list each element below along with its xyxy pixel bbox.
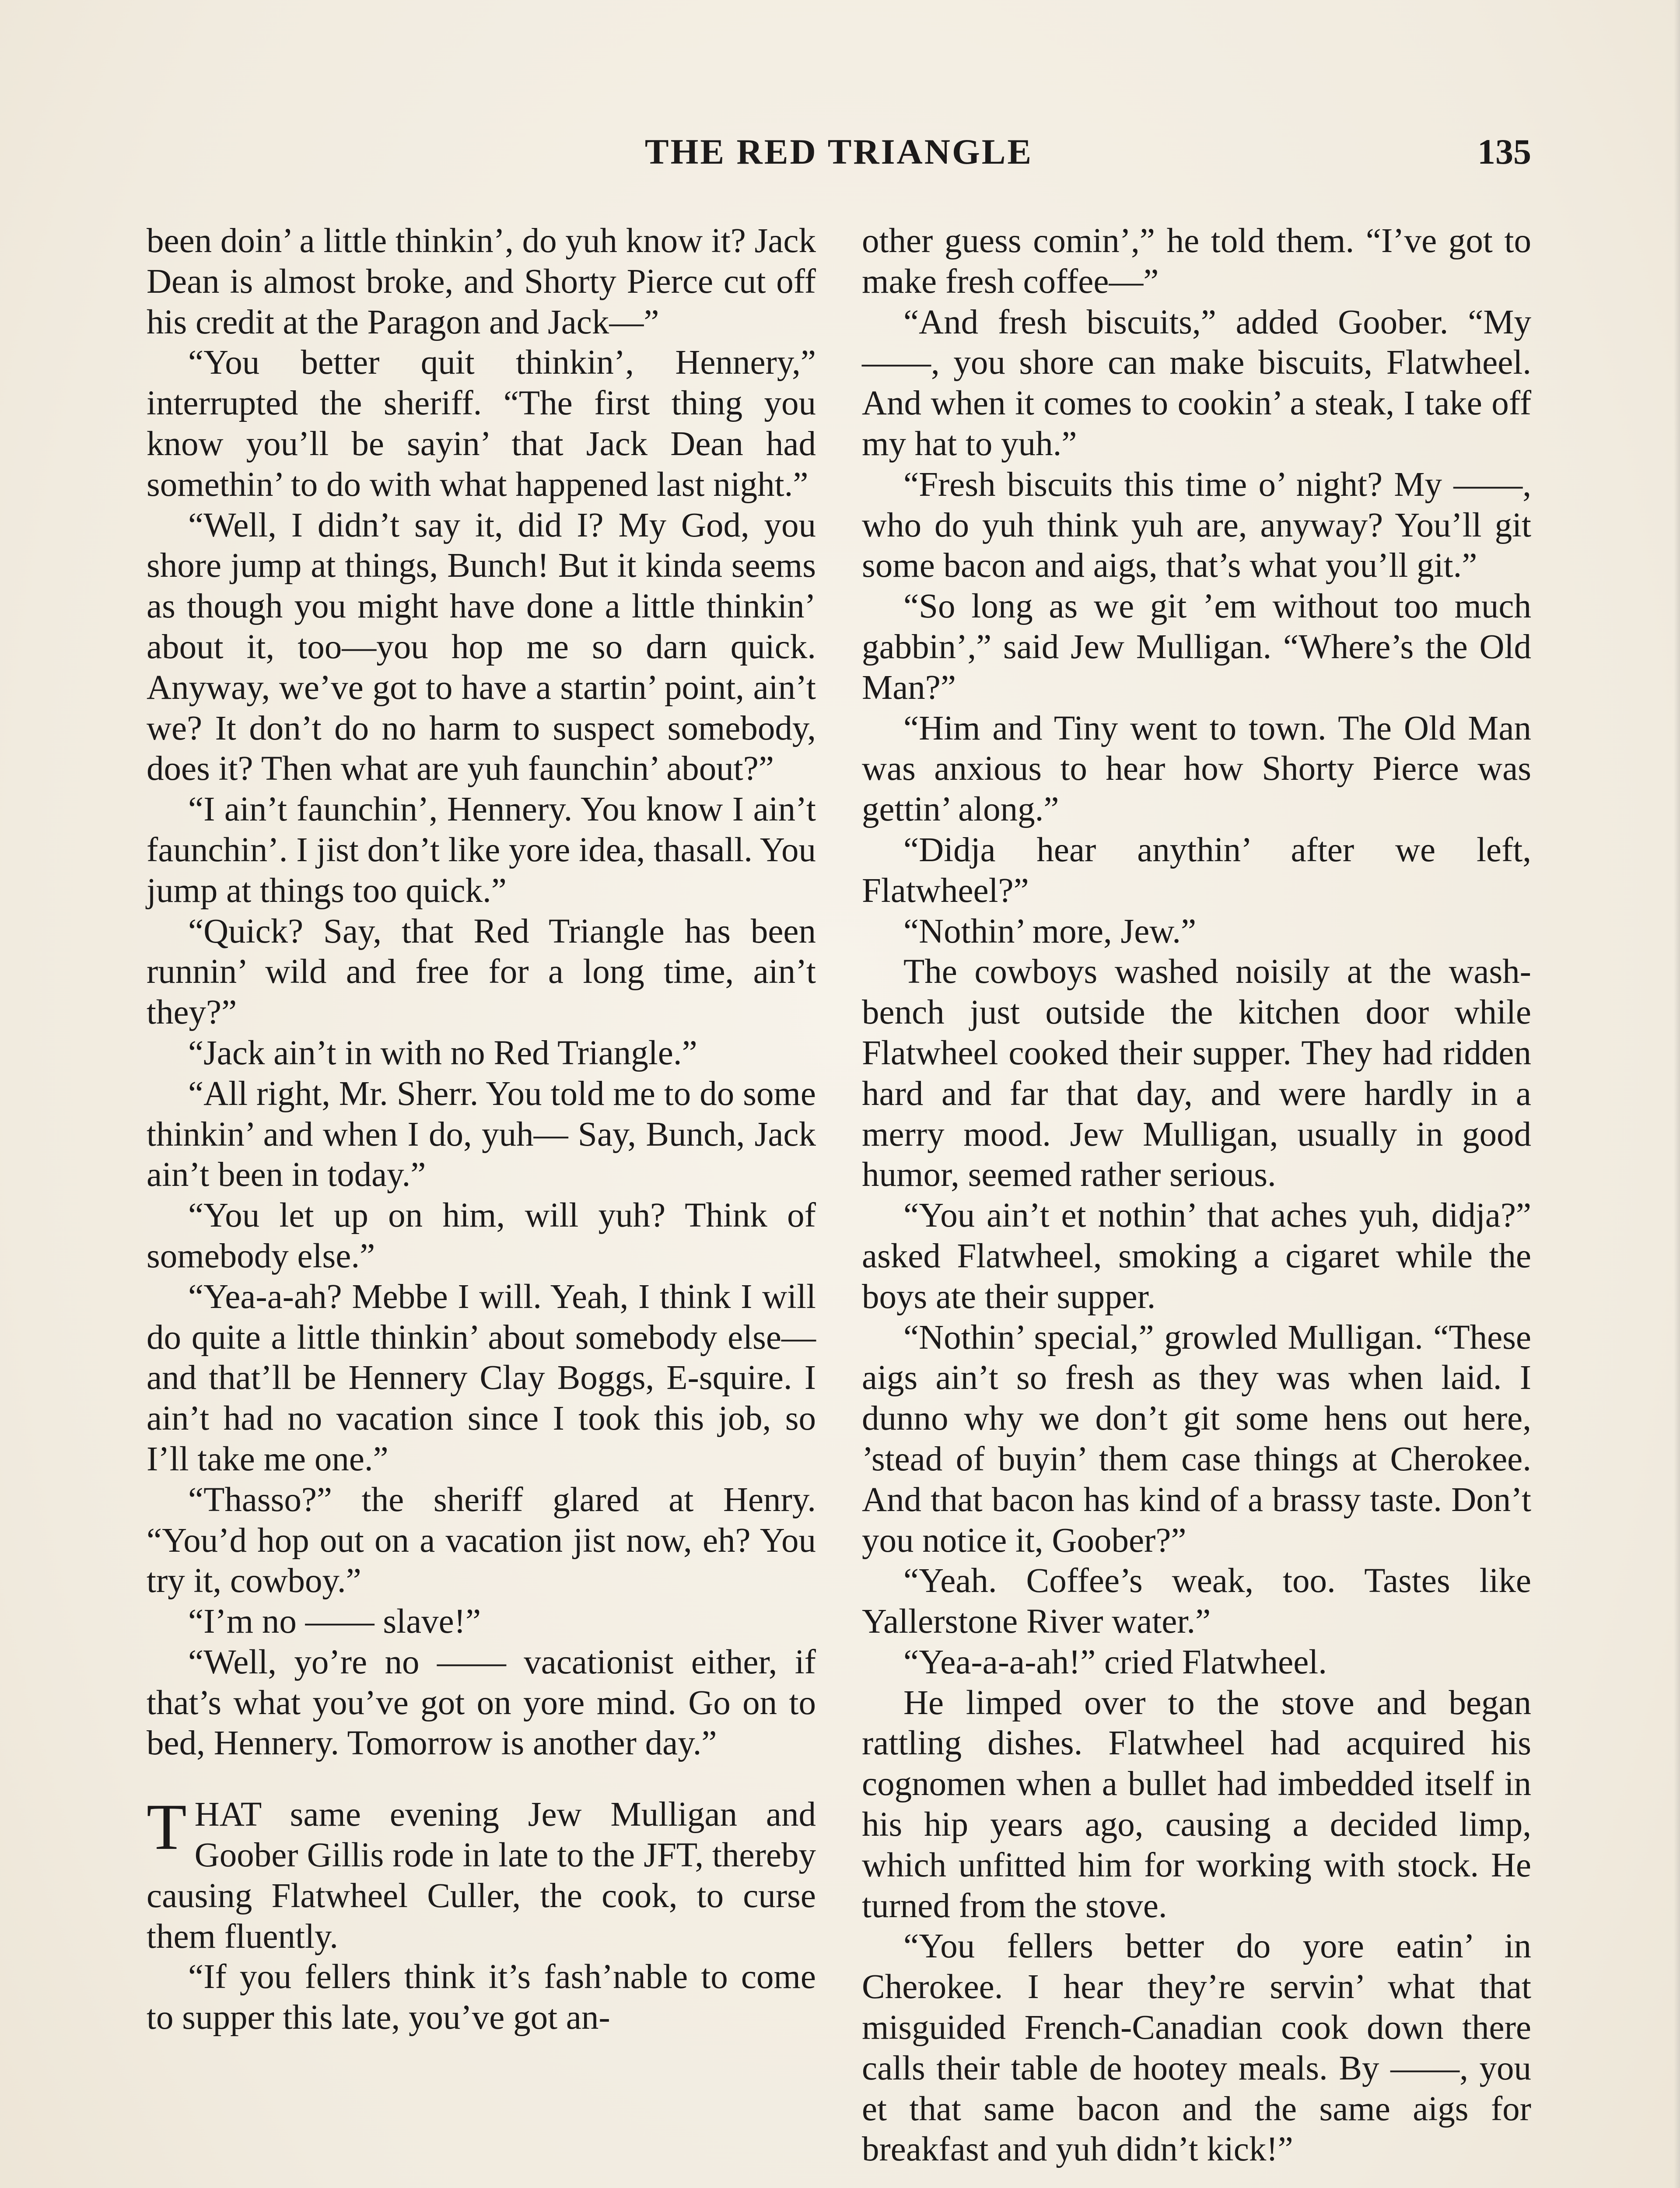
paragraph: “Fresh biscuits this time o’ night? My ——, who do yuh think yuh are, anyway? You’ll git some bacon and aigs, that’s what you’ll git.” <box>862 465 1531 585</box>
paragraph: “Jack ain’t in with no Red Triangle.” <box>188 1034 697 1072</box>
paragraph: “Didja hear anythin’ after we left, Flatwheel?” <box>862 831 1531 910</box>
paragraph: “Him and Tiny went to town. The Old Man was anxious to hear how Shorty Pierce was gettin’ along.” <box>862 709 1531 829</box>
paragraph: The cowboys washed noisily at the wash-bench just outside the kitchen door while Flatwheel cooked their supper. They had ridden hard and far that day, and were hardly in a merry mood. Jew Mulligan, usually in good humor, seemed rather serious. <box>862 953 1531 1194</box>
right-column <box>862 221 1531 2170</box>
paragraph: “I ain’t faunchin’, Hennery. You know I ain’t faunchin’. I jist don’t like yore idea, thasall. You jump at things too quick.” <box>147 790 816 910</box>
paragraph: “Yea-a-a-ah!” cried Flatwheel. <box>903 1643 1327 1681</box>
running-title: THE RED TRIANGLE <box>644 132 1033 172</box>
paragraph: “Nothin’ more, Jew.” <box>903 912 1197 950</box>
paragraph: “You fellers better do yore eatin’ in Cherokee. I hear they’re servin’ what that misguided French-Canadian cook down there calls their table de hootey meals. By ——, you et that same bacon and the same aigs for breakfast and yuh didn’t kick!” <box>862 1927 1531 2169</box>
paragraph: “So long as we git ’em without too much gabbin’,” said Jew Mulligan. “Where’s the Old Man?” <box>862 587 1531 707</box>
paragraph: been doin’ a little thinkin’, do yuh know it? Jack Dean is almost broke, and Shorty Pierce cut off his credit at the Paragon and Jack—” <box>147 222 816 341</box>
section-opening-text: HAT same evening Jew Mulligan and Goober Gillis rode in late to the JFT, thereby causing Flatwheel Culler, the cook, to curse them fluently. <box>147 1795 816 1956</box>
paragraph: “Quick? Say, that Red Triangle has been runnin’ wild and free for a long time, ain’t they?” <box>147 912 816 1032</box>
page-number: 135 <box>1477 132 1531 172</box>
paragraph: “Yea-a-ah? Mebbe I will. Yeah, I think I will do quite a little thinkin’ about somebody else—and that’ll be Hennery Clay Boggs, E-squire. I ain’t had no vacation since I took this job, so I’ll take me one.” <box>147 1277 816 1478</box>
paragraph: “Well, I didn’t say it, did I? My God, you shore jump at things, Bunch! But it kinda seems as though you might have done a little thinkin’ about it, too—you hop me so darn quick. Anyway, we’ve got to have a startin’ point, ain’t we? It don’t do no harm to suspect somebody, does it? Then what are yuh faunchin’ about?” <box>147 506 816 788</box>
left-column <box>147 221 816 2038</box>
paragraph: “Nothin’ special,” growled Mulligan. “These aigs ain’t so fresh as they was when laid. I dunno why we don’t git some hens out here, ’stead of buyin’ them case things at Cherokee. And that bacon has kind of a brassy taste. Don’t you notice it, Goober?” <box>862 1318 1531 1560</box>
paragraph: “If you fellers think it’s fash’nable to come to supper this late, you’ve got an- <box>147 1958 816 2037</box>
paragraph: “All right, Mr. Sherr. You told me to do some thinkin’ and when I do, yuh— Say, Bunch, Jack ain’t been in today.” <box>147 1074 816 1194</box>
paragraph: He limped over to the stove and began rattling dishes. Flatwheel had acquired his cognomen when a bullet had imbedded itself in his hip years ago, causing a decided limp, which unfitted him for working with stock. He turned from the stove. <box>862 1683 1531 1925</box>
paragraph: “You let up on him, will yuh? Think of somebody else.” <box>147 1196 816 1275</box>
paragraph: other guess comin’,” he told them. “I’ve got to make fresh coffee—” <box>862 222 1531 301</box>
paragraph: “And fresh biscuits,” added Goober. “My ——, you shore can make biscuits, Flatwheel. And when it comes to cookin’ a steak, I take off my hat to yuh.” <box>862 303 1531 463</box>
paragraph: “Yeah. Coffee’s weak, too. Tastes like Yallerstone River water.” <box>862 1562 1531 1641</box>
section-opening-paragraph <box>147 1791 816 1957</box>
paragraph: “You ain’t et nothin’ that aches yuh, didja?” asked Flatwheel, smoking a cigaret while the boys ate their supper. <box>862 1196 1531 1316</box>
paragraph: “I’m no —— slave!” <box>188 1602 481 1641</box>
page-edge-shadow <box>1674 0 1680 2188</box>
paragraph: “Thasso?” the sheriff glared at Henry. “You’d hop out on a vacation jist now, eh? You try it, cowboy.” <box>147 1480 816 1600</box>
drop-cap: T <box>147 1791 187 1864</box>
paragraph: “Well, yo’re no —— vacationist either, if that’s what you’ve got on yore mind. Go on to bed, Hennery. Tomorrow is another day.” <box>147 1643 816 1763</box>
paragraph: “You better quit thinkin’, Hennery,” interrupted the sheriff. “The first thing you know you’ll be sayin’ that Jack Dean had somethin’ to do with what happened last night.” <box>147 344 816 504</box>
running-head <box>147 131 1531 179</box>
